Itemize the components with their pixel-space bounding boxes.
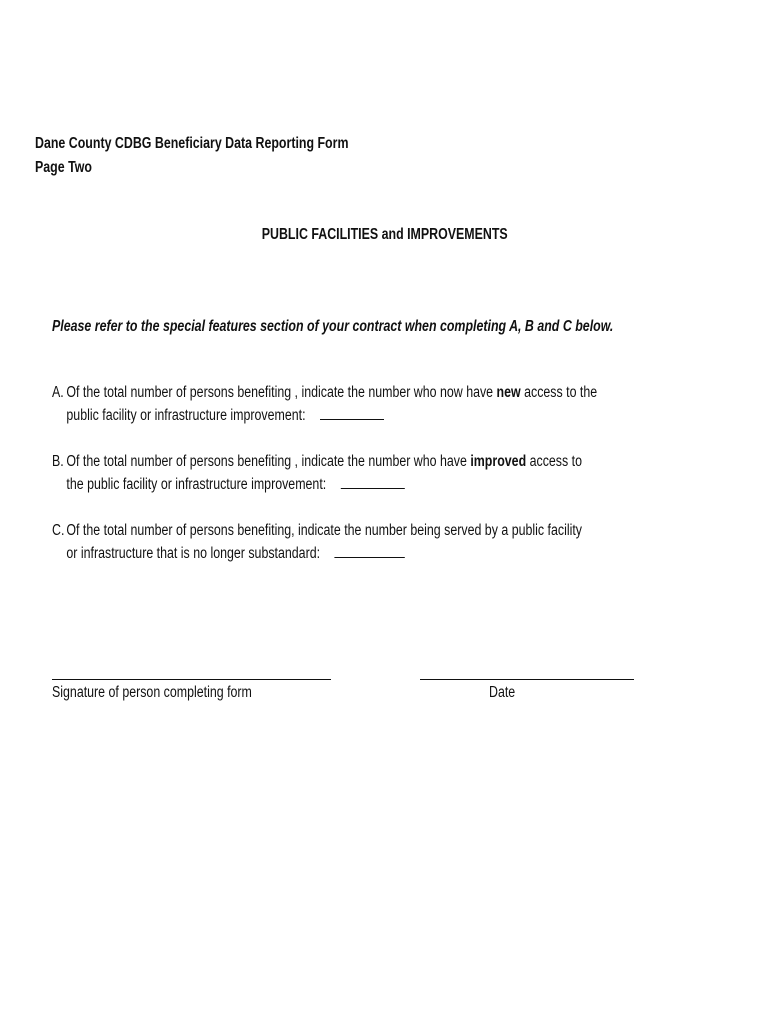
question-b: B. Of the total number of persons benefiting , indicate the number who have improved access to the public facility or infrastructure improvement: [52, 450, 714, 496]
question-letter: C. [52, 522, 65, 539]
date-label: Date [489, 684, 516, 701]
answer-blank-b[interactable] [341, 474, 405, 489]
instruction-text: Please refer to the special features section of your contract when completing A, B and C below. [52, 318, 614, 335]
answer-blank-a[interactable] [320, 405, 384, 420]
section-title: PUBLIC FACILITIES and IMPROVEMENTS [262, 226, 508, 243]
question-letter: B. [52, 453, 64, 470]
question-emphasis: improved [470, 453, 527, 470]
question-text: Of the total number of persons benefiting , indicate the number who now have [66, 384, 497, 401]
question-text-continued: the public facility or infrastructure improvement: [66, 476, 327, 493]
question-c [52, 519, 714, 565]
signature-line[interactable] [52, 679, 331, 680]
question-emphasis: new [496, 384, 521, 401]
question-text: Of the total number of persons benefiting , indicate the number who have [66, 453, 471, 470]
date-line[interactable] [420, 679, 634, 680]
answer-blank-c[interactable] [335, 543, 405, 558]
signature-label: Signature of person completing form [52, 684, 252, 701]
question-text-continued: or infrastructure that is no longer substandard: [66, 545, 321, 562]
page-label: Page Two [35, 159, 92, 176]
question-letter: A. [52, 384, 64, 401]
question-text-continued: public facility or infrastructure improvement: [66, 407, 306, 424]
form-title: Dane County CDBG Beneficiary Data Reporting Form [35, 135, 349, 152]
question-text: Of the total number of persons benefiting, indicate the number being served by a public facility [66, 522, 582, 539]
question-a: A. Of the total number of persons benefiting , indicate the number who now have new access to the public facility or infrastructure improvement: [52, 381, 733, 427]
form-header [35, 132, 427, 180]
